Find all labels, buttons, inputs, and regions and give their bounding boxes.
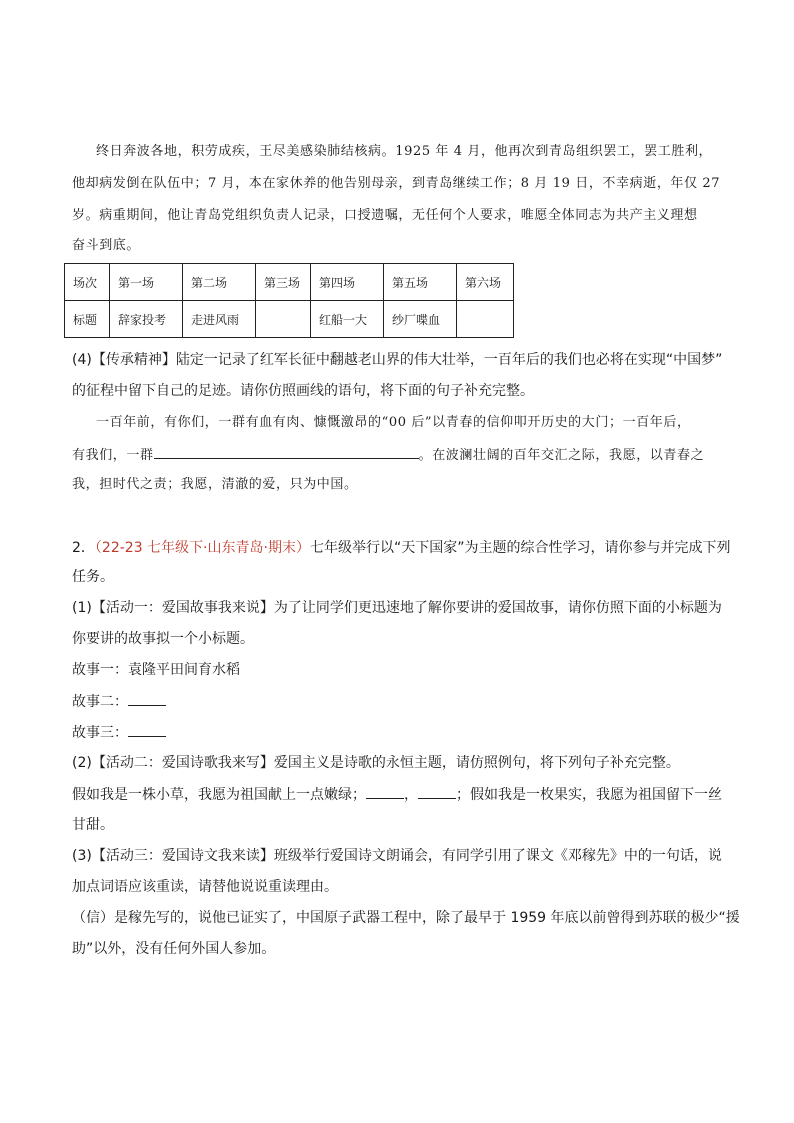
- activity2-line-3: 甘甜。: [72, 817, 114, 833]
- table-cell: 第五场: [384, 264, 457, 301]
- table-cell: 第二场: [183, 264, 256, 301]
- activity2-line-2: [72, 784, 722, 805]
- table-cell: [256, 301, 311, 338]
- passage-line-4: 奋斗到底。: [72, 238, 141, 253]
- table-cell: 走进风雨: [183, 301, 256, 338]
- story-2-label: 故事二：: [72, 694, 128, 710]
- activity2-cont: ；假如我是一枚果实，我愿为祖国留下一丝: [456, 787, 722, 803]
- table-cell: 标题: [65, 301, 110, 338]
- q4-para-line-2: [72, 444, 704, 466]
- story-2: [72, 691, 166, 712]
- table-cell: 第六场: [457, 264, 514, 301]
- activity1-line-1: (1)【活动一：爱国故事我来说】为了让同学们更迅速地了解你要讲的爱国故事，请你仿照下面的小标题为: [72, 600, 722, 616]
- table-cell: 第四场: [311, 264, 384, 301]
- activity2-example: 假如我是一株小草，我愿为祖国献上一点嫩绿；: [72, 787, 366, 803]
- q4-para-line-1: 一百年前，有你们，一群有血有肉、慷慨激昂的“00 后”以青春的信仰叩开历史的大门；一百年后，: [96, 415, 691, 430]
- activity3-quote-line-2: 助”以外，没有任何外国人参加。: [72, 941, 276, 957]
- answer-blank[interactable]: [128, 722, 166, 737]
- q4-para-2a: 有我们，一群: [72, 448, 154, 463]
- schedule-table: [64, 263, 514, 338]
- table-row: [65, 264, 514, 301]
- passage-line-2: 他却病发倒在队伍中；7 月，本在家休养的他告别母亲，到青岛继续工作；8 月 19 日，不幸病逝，年仅 27: [72, 176, 721, 191]
- activity1-line-2: 你要讲的故事拟一个小标题。: [72, 631, 254, 647]
- passage-line-3: 岁。病重期间，他让青岛党组织负责人记录，口授遗嘱，无任何个人要求，唯愿全体同志为共产主义理想: [72, 208, 698, 223]
- table-cell: 场次: [65, 264, 110, 301]
- story-1: 故事一：袁隆平田间育水稻: [72, 662, 240, 678]
- activity2-line-1: (2)【活动二：爱国诗歌我来写】爱国主义是诗歌的永恒主题，请仿照例句，将下列句子补充完整。: [72, 755, 680, 771]
- answer-blank[interactable]: [128, 691, 166, 706]
- table-cell: 第三场: [256, 264, 311, 301]
- q4-line-1: (4)【传承精神】陆定一记录了红军长征中翻越老山界的伟大壮举，一百年后的我们也必将在实现“中国梦”: [72, 352, 723, 368]
- q2-intro-line-1: [72, 538, 730, 558]
- activity3-line-2: 加点词语应该重读，请替他说说重读理由。: [72, 879, 338, 895]
- table-cell: 纱厂喋血: [384, 301, 457, 338]
- activity3-line-1: (3)【活动三：爱国诗文我来读】班级举行爱国诗文朗诵会，有同学引用了课文《邓稼先》中的一句话，说: [72, 848, 722, 864]
- answer-blank[interactable]: [418, 784, 456, 799]
- q4-para-2b: 。在波澜壮阔的百年交汇之际，我愿，以青春之: [418, 448, 705, 463]
- question-number: 2．: [72, 540, 95, 556]
- question-source: （22-23 七年级下·山东青岛·期末）: [94, 540, 310, 556]
- q2-intro-line-2: 任务。: [72, 569, 114, 585]
- passage-line-1: 终日奔波各地，积劳成疾，王尽美感染肺结核病。1925 年 4 月，他再次到青岛组织罢工，罢工胜利，: [96, 144, 713, 159]
- table-cell: 第一场: [110, 264, 183, 301]
- story-3: [72, 722, 166, 743]
- activity2-sep: ，: [404, 787, 418, 803]
- table-cell: 辞家投考: [110, 301, 183, 338]
- answer-blank[interactable]: [154, 444, 419, 459]
- answer-blank[interactable]: [366, 784, 404, 799]
- q4-para-line-3: 我，担时代之责；我愿，清澈的爱，只为中国。: [72, 477, 358, 492]
- activity3-quote-line-1: （信）是稼先写的，说他已证实了，中国原子武器工程中，除了最早于 1959 年底以前曾得到苏联的极少“援: [72, 910, 740, 926]
- story-3-label: 故事三：: [72, 725, 128, 741]
- q2-intro-a: 七年级举行以“天下国家”为主题的综合性学习，请你参与并完成下列: [309, 540, 731, 556]
- table-cell: 红船一大: [311, 301, 384, 338]
- table-cell: [457, 301, 514, 338]
- q4-line-2: 的征程中留下自己的足迹。请你仿照画线的语句，将下面的句子补充完整。: [72, 383, 534, 399]
- table-row: [65, 301, 514, 338]
